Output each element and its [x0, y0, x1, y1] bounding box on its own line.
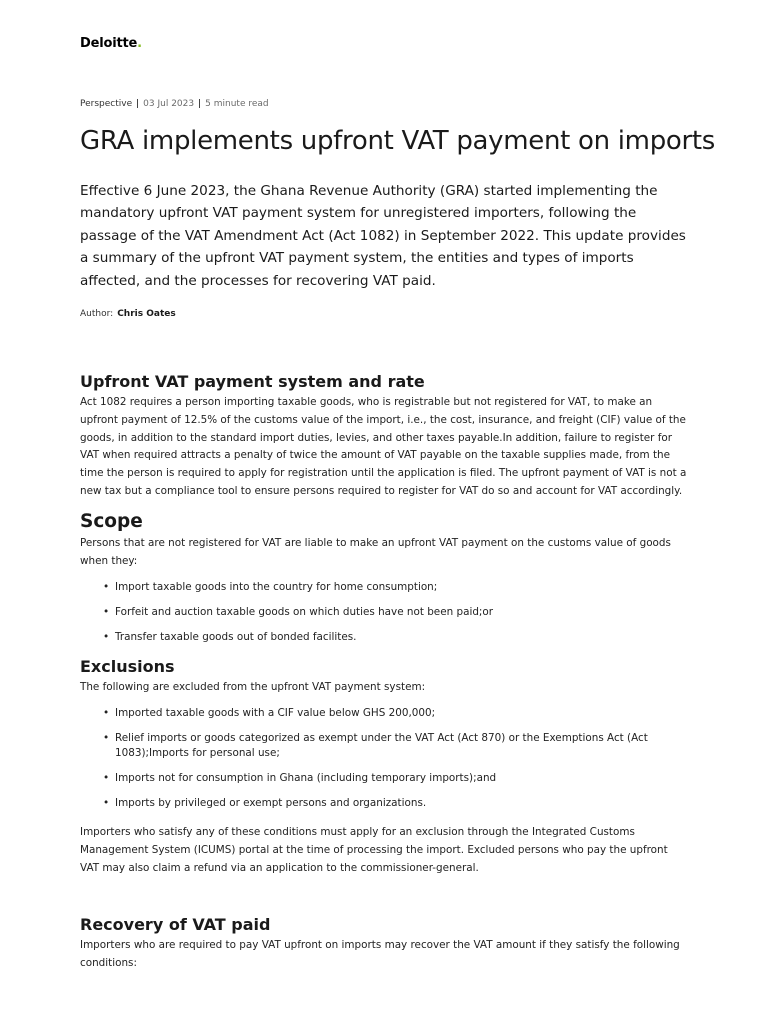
lead-paragraph: Effective 6 June 2023, the Ghana Revenue Authority (GRA) started implementing the mandatory upfront VAT payment system for unregistered importers, following the passage of the VAT Amendment Act (Act 1082) in September 2022. This update provides a summary of the upfront VAT payment system, the entities and types of imports affected, and the processes for recovering VAT paid.: [80, 183, 686, 289]
deloitte-logo[interactable]: [80, 36, 142, 51]
list-item-text: Relief imports or goods categorized as exempt under the VAT Act (Act 870) or the Exemptions Act (Act 1083);Imports for personal use;: [115, 732, 648, 759]
section-heading-upfront: Upfront VAT payment system and rate: [80, 372, 425, 391]
bullet-icon: •: [103, 797, 110, 809]
bullet-icon: •: [103, 581, 110, 593]
section-heading-recovery: Recovery of VAT paid: [80, 915, 271, 934]
bullet-icon: •: [103, 707, 110, 719]
meta-separator: |: [136, 99, 140, 109]
section-heading-scope: Scope: [80, 511, 143, 532]
article-date: 03 Jul 2023: [143, 99, 195, 109]
list-item-text: Imported taxable goods with a CIF value below GHS 200,000;: [115, 707, 436, 719]
logo-dot: .: [137, 36, 142, 51]
section-outro-exclusions: Importers who satisfy any of these conditions must apply for an exclusion through the Integrated Customs Management System (ICUMS) portal at the time of processing the import. Excluded persons who pay the upfront VAT may also claim a refund via an application to the commissioner-general.: [80, 826, 668, 874]
list-item-text: Imports not for consumption in Ghana (including temporary imports);and: [115, 772, 497, 784]
author-line: [80, 309, 176, 319]
section-intro-exclusions: The following are excluded from the upfront VAT payment system:: [80, 681, 426, 693]
author-label: Author:: [80, 309, 114, 319]
section-intro-recovery: Importers who are required to pay VAT upfront on imports may recover the VAT amount if they satisfy the following conditions:: [80, 939, 680, 969]
list-item: [80, 796, 690, 811]
list-item: [80, 706, 690, 721]
exclusions-list: [80, 706, 690, 811]
list-item: [80, 605, 690, 620]
article-type: Perspective: [80, 99, 133, 109]
list-item-text: Transfer taxable goods out of bonded facilites.: [115, 631, 357, 643]
list-item: [80, 731, 690, 761]
list-item: [80, 580, 690, 595]
section-intro-scope: Persons that are not registered for VAT are liable to make an upfront VAT payment on the customs value of goods when they:: [80, 537, 671, 567]
list-item: [80, 771, 690, 786]
logo-text: Deloitte: [80, 36, 138, 51]
meta-separator: |: [198, 99, 202, 109]
read-time: 5 minute read: [205, 99, 269, 109]
section-heading-exclusions: Exclusions: [80, 657, 175, 676]
author-name[interactable]: Chris Oates: [117, 309, 176, 319]
list-item: [80, 630, 690, 645]
list-item-text: Import taxable goods into the country for home consumption;: [115, 581, 438, 593]
list-item-text: Imports by privileged or exempt persons and organizations.: [115, 797, 427, 809]
bullet-icon: •: [103, 732, 110, 744]
scope-list: [80, 580, 690, 645]
section-body-upfront: Act 1082 requires a person importing taxable goods, who is registrable but not registered for VAT, to make an upfront payment of 12.5% of the customs value of the import, i.e., the cost, insurance, and freight (CIF) value of the goods, in addition to the standard import duties, levies, and other taxes payable.In addition, failure to register for VAT when required attracts a penalty of twice the amount of VAT payable on the taxable supplies made, from the time the person is required to apply for registration until the application is filed. The upfront payment of VAT is not a new tax but a compliance tool to ensure persons required to register for VAT do so and account for VAT accordingly.: [80, 396, 687, 497]
article-meta: [80, 99, 269, 109]
bullet-icon: •: [103, 772, 110, 784]
page-title: GRA implements upfront VAT payment on imports: [80, 126, 716, 156]
list-item-text: Forfeit and auction taxable goods on which duties have not been paid;or: [115, 606, 494, 618]
bullet-icon: •: [103, 631, 110, 643]
bullet-icon: •: [103, 606, 110, 618]
